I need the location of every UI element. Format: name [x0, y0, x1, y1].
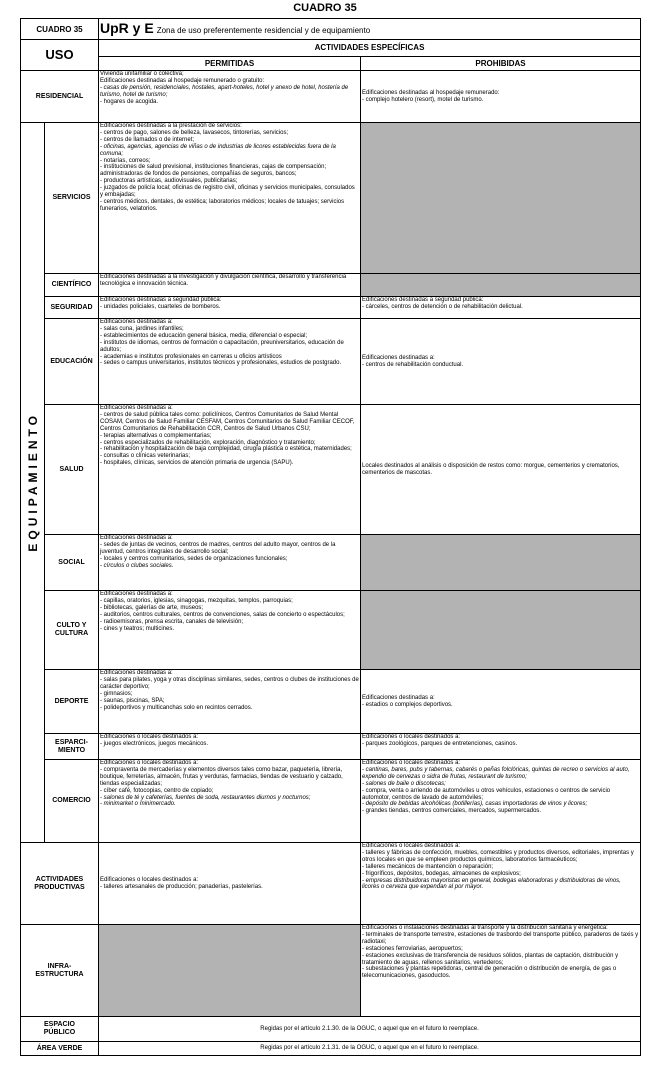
area-verde-text: Regidas por el artículo 2.1.31. de la OGUC, o aquel que en el futuro lo reemplace.	[99, 1042, 641, 1056]
row-label-espacio-publico: ESPACIO PÚBLICO	[21, 1017, 99, 1042]
row-esparcimiento	[21, 734, 641, 760]
infraestructura-permitidas-empty	[99, 925, 361, 1017]
row-label-infraestructura: INFRA- ESTRUCTURA	[21, 925, 99, 1017]
culto-cultura-prohibidas-empty	[361, 591, 641, 670]
row-label-actividades-productivas: ACTIVIDADES PRODUCTIVAS	[21, 843, 99, 925]
actividades-productivas-prohibidas: Edificaciones o locales destinados a: - talleres y fábricas de confección, muebles, comestibles y productos diversos, editoriales, imprentas y otros locales en que se empleen productos químicos, laboratorios farmacéuticos; - talleres mecánicos de mantención o reparación; - frigoríficos, depósitos, bodegas, almacenes de explosivos; - empresas distribuidoras mayoristas en general, bodegas elaboradoras y distribuidoras de vinos, licores o cerveza que expendan al por mayor.	[361, 843, 641, 925]
cientifico-prohibidas-empty	[361, 274, 641, 297]
row-label-educacion: EDUCACIÓN	[45, 319, 99, 405]
row-servicios	[21, 123, 641, 274]
row-label-culto-cultura: CULTO Y CULTURA	[45, 591, 99, 670]
row-espacio-publico	[21, 1017, 641, 1042]
prohibidas-header: PROHIBIDAS	[361, 57, 641, 71]
row-label-servicios: SERVICIOS	[45, 123, 99, 274]
seguridad-prohibidas: Edificaciones destinadas a seguridad pública: - cárceles, centros de detención o de rehabilitación delictual.	[361, 297, 641, 319]
educacion-permitidas: Edificaciones destinadas a: - salas cuna, jardines infantiles; - establecimientos de educación general básica, media, diferencial o especial; - institutos de idiomas, centros de formación o capacitación, preuniversitarios, educación de adultos; - academias e institutos profesionales en carreras u oficios artísticos - sedes o campus universitarios, institutos técnicos y profesionales, estudios de postgrado.	[99, 319, 361, 405]
row-area-verde	[21, 1042, 641, 1056]
social-permitidas: Edificaciones destinadas a: - sedes de juntas de vecinos, centros de madres, centros del adulto mayor, centros de la juventud, centros integrales de desarrollo social; - locales y centros comunitarios, sedes de organizaciones funcionales; - círculos o clubes sociales.	[99, 535, 361, 591]
row-label-social: SOCIAL	[45, 535, 99, 591]
comercio-prohibidas: Edificaciones o locales destinados a: - cantinas, bares, pubs y tabernas, cabarés o peñas folclóricas, quintas de recreo o servicios al auto, expendio de cervezas o sidra de frutas, restaurant de turismo; - salones de baile o discotecas; - compra, venta o arriendo de automóviles u otros vehículos, estaciones o centros de servicio automotor, centros de lavado de automóviles; - depósito de bebidas alcohólicas (botillerías), casas importadoras de vinos y licores; - grandes tiendas, centros comerciales, mercados, supermercados.	[361, 760, 641, 843]
row-residencial	[21, 71, 641, 123]
document-title: CUADRO 35	[293, 2, 357, 14]
uso-header: USO	[21, 40, 99, 71]
permitidas-header: PERMITIDAS	[99, 57, 361, 71]
row-culto-cultura	[21, 591, 641, 670]
deporte-permitidas: Edificaciones destinadas a: - salas para pilates, yoga y otras disciplinas similares, sedes, centros o clubes de instituciones de carácter deportivo; - gimnasios; - saunas, piscinas, SPA; - polideportivos y multicanchas solo en recintos cerrados.	[99, 670, 361, 734]
equipamiento-label: EQUIPAMIENTO	[21, 123, 45, 843]
deporte-prohibidas: Edificaciones destinadas a: - estadios o complejos deportivos.	[361, 670, 641, 734]
row-infraestructura	[21, 925, 641, 1017]
row-label-residencial: RESIDENCIAL	[21, 71, 99, 123]
cuadro-table	[20, 18, 641, 1056]
residencial-prohibidas: Edificaciones destinadas al hospedaje remunerado: - complejo hotelero (resort), motel de turismo.	[361, 71, 641, 123]
row-label-salud: SALUD	[45, 405, 99, 535]
row-label-cientifico: CIENTÍFICO	[45, 274, 99, 297]
esparcimiento-permitidas: Edificaciones o locales destinados a: - juegos electrónicos, juegos mecánicos.	[99, 734, 361, 760]
row-comercio	[21, 760, 641, 843]
seguridad-permitidas: Edificaciones destinadas a seguridad pública: - unidades policiales, cuarteles de bomberos.	[99, 297, 361, 319]
table-header-row-1	[21, 19, 641, 40]
residencial-permitidas: Vivienda unifamiliar o colectiva; Edificaciones destinadas al hospedaje remunerado o gratuito: - casas de pensión, residenciales, hostales, apart-hoteles, hotel y anexo de hotel, hostería de turismo, hotel de turismo; - hogares de acogida.	[99, 71, 361, 123]
actividades-header: ACTIVIDADES ESPECÍFICAS	[99, 40, 641, 57]
row-label-area-verde: ÁREA VERDE	[21, 1042, 99, 1056]
servicios-permitidas: Edificaciones destinadas a la prestación de servicios: - centros de pago, salones de belleza, lavasecos, tintorerías, servicios; - centros de llamados o de internet; - oficinas, agencias, agencias de viñas o de industrias de licores establecidas fuera de la comuna; - notarías, correos; - instituciones de salud previsional, instituciones financieras, cajas de compensación; administradoras de fondos de pensiones, compañías de seguros, bancos; - productoras artísticas, audiovisuales, publicitarias; - juzgados de policía local; oficinas de registro civil, oficinas y servicios municipales, consulados y embajadas; - centros médicos, dentales, de estética; laboratorios médicos; locales de tatuajes; servicios funerarios, velatorios.	[99, 123, 361, 274]
row-salud	[21, 405, 641, 535]
row-educacion	[21, 319, 641, 405]
social-prohibidas-empty	[361, 535, 641, 591]
salud-prohibidas: Locales destinados al análisis o disposición de restos como: morgue, cementerios y crematorios, cementerios de mascotas.	[361, 405, 641, 535]
row-cientifico	[21, 274, 641, 297]
row-seguridad	[21, 297, 641, 319]
row-label-deporte: DEPORTE	[45, 670, 99, 734]
zone-description: Zona de uso preferentemente residencial y de equipamiento	[156, 25, 371, 35]
espacio-publico-text: Regidas por el artículo 2.1.30. de la OGUC, o aquel que en el futuro lo reemplace.	[99, 1017, 641, 1042]
zone-code: UpR y E	[100, 19, 154, 36]
esparcimiento-prohibidas: Edificaciones o locales destinados a: - parques zoológicos, parques de entretenciones, casinos.	[361, 734, 641, 760]
culto-cultura-permitidas: Edificaciones destinadas a: - capillas, oratorios, iglesias, sinagogas, mezquitas, templos, parroquias; - bibliotecas, galerías de arte, museos; - auditorios, centros culturales, centros de convenciones, salas de concierto o espectáculos; - radioemisoras, prensa escrita, canales de televisión; - cines y teatros; multicines.	[99, 591, 361, 670]
row-deporte	[21, 670, 641, 734]
row-actividades-productivas	[21, 843, 641, 925]
table-header-row-2	[21, 40, 641, 57]
servicios-prohibidas-empty	[361, 123, 641, 274]
row-label-comercio: COMERCIO	[45, 760, 99, 843]
table-header-row-3	[21, 57, 641, 71]
comercio-permitidas: Edificaciones o locales destinados a: - compraventa de mercaderías y elementos diversos tales como bazar, paquetería, librería, boutique, ferreterías, almacén, frutas y verduras, farmacias, tiendas de vestuario y calzado, tiendas especializadas; - cíber café, fotocopias, centro de copiado; - salones de té y cafeterías, fuentes de soda, restaurantes diurnos y nocturnos; - minimarket o minimercado.	[99, 760, 361, 843]
row-label-seguridad: SEGURIDAD	[45, 297, 99, 319]
infraestructura-prohibidas: Edificaciones o instalaciones destinadas al transporte y la distribución sanitaria y energética: - terminales de transporte terrestre, estaciones de trasbordo del transporte público, paraderos de taxis y radiotaxi; - estaciones ferroviarias, aeropuertos; - estaciones exclusivas de transferencia de residuos sólidos, plantas de captación, distribución y tratamiento de aguas, rellenos sanitarios, vertederos; - subestaciones y plantas repetidoras, central de generación o distribución de energía, de gas o telecomunicaciones, gasoductos.	[361, 925, 641, 1017]
row-label-esparcimiento: ESPARCI- MIENTO	[45, 734, 99, 760]
zone-title	[99, 19, 641, 40]
cuadro-label: CUADRO 35	[21, 19, 99, 40]
educacion-prohibidas: Edificaciones destinadas a: - centros de rehabilitación conductual.	[361, 319, 641, 405]
actividades-productivas-permitidas: Edificaciones o locales destinados a: - talleres artesanales de producción; panaderías, pastelerías.	[99, 843, 361, 925]
cientifico-permitidas: Edificaciones destinadas a la investigación y divulgación científica, desarrollo y transferencia tecnológica e innovación técnica.	[99, 274, 361, 297]
salud-permitidas: Edificaciones destinadas a: - centros de salud pública tales como: policlínicos, Centros Comunitarios de Salud Mental COSAM, Centros de Salud Familiar CESFAM, Centros Comunitarios de Salud Familiar CECOF, Centros Comunitarios de Rehabilitación CCR, Centros de Salud Urbanos CSU; - terapias alternativas o complementarias; - centros especializados de rehabilitación, exploración, diagnóstico y tratamiento; - rehabilitación y hospitalización de baja complejidad, cirugía plástica o estética, maternidades; - consultas o clínicas veterinarias; - hospitales, clínicas, servicios de atención primaria de urgencia (SAPU).	[99, 405, 361, 535]
row-social	[21, 535, 641, 591]
